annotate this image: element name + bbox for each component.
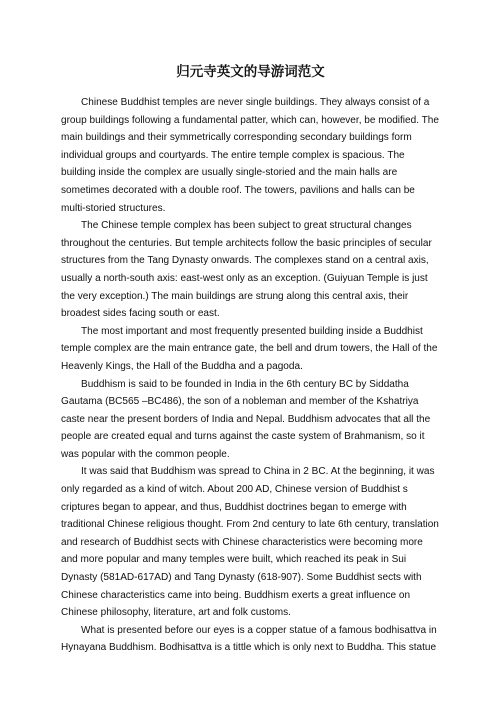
paragraph-6: What is presented before our eyes is a copper statue of a famous bodhisattva in Hynayana Buddhism. Bodhisattva is a tittle which is only next to Buddha. This statue [61,624,437,654]
document-title: 归元寺英文的导游词范文 [176,64,325,80]
paragraph-1: Chinese Buddhist temples are never single buildings. They always consist of a group buildings following a fundamental patter, which can, however, be modified. The main buildings and their symmetrically corresponding secondary buildings form individual groups and courtyards. The entire temple complex is spacious. The building inside the complex are usually single-storied and the main halls are sometimes decorated with a double roof. The towers, pavilions and halls can be multi-storied structures. [61,97,439,214]
paragraph-2: The Chinese temple complex has been subject to great structural changes throughout the centuries. But temple architects follow the basic principles of secular structures from the Tang Dynasty onwards. The complexes stand on a central axis, usually a north-south axis: east-west only as an exception. (Guiyuan Temple is just the very exception.) The main buildings are strung along this central axis, their broadest sides facing south or east. [61,220,432,320]
paragraph-4: Buddhism is said to be founded in India in the 6th century BC by Siddatha Gautama (BC565 –BC486), the son of a nobleman and member of the Kshatriya caste near the present borders of India and Nepal. Buddhism advocates that all the people are created equal and turns against the caste system of Brahmanism, so it was popular with the common people. [61,378,431,460]
paragraph-3: The most important and most frequently presented building inside a Buddhist temple complex are the main entrance gate, the bell and drum towers, the Hall of the Heavenly Kings, the Hall of the Buddha and a pagoda. [61,325,438,372]
paragraph-5: It was said that Buddhism was spread to China in 2 BC. At the beginning, it was only regarded as a kind of witch. About 200 AD, Chinese version of Buddhist s criptures began to appear, and thus, Buddhist doctrines began to emerge with traditional Chinese religious thought. From 2nd century to late 6th century, translation and research of Buddhist sects with Chinese characteristics were becoming more and more popular and many temples were built, which reached its peak in Sui Dynasty (581AD-617AD) and Tang Dynasty (618-907). Some Buddhist sects with Chinese characteristics came into being. Buddhism exerts a great influence on Chinese philosophy, literature, art and folk customs. [61,466,439,619]
